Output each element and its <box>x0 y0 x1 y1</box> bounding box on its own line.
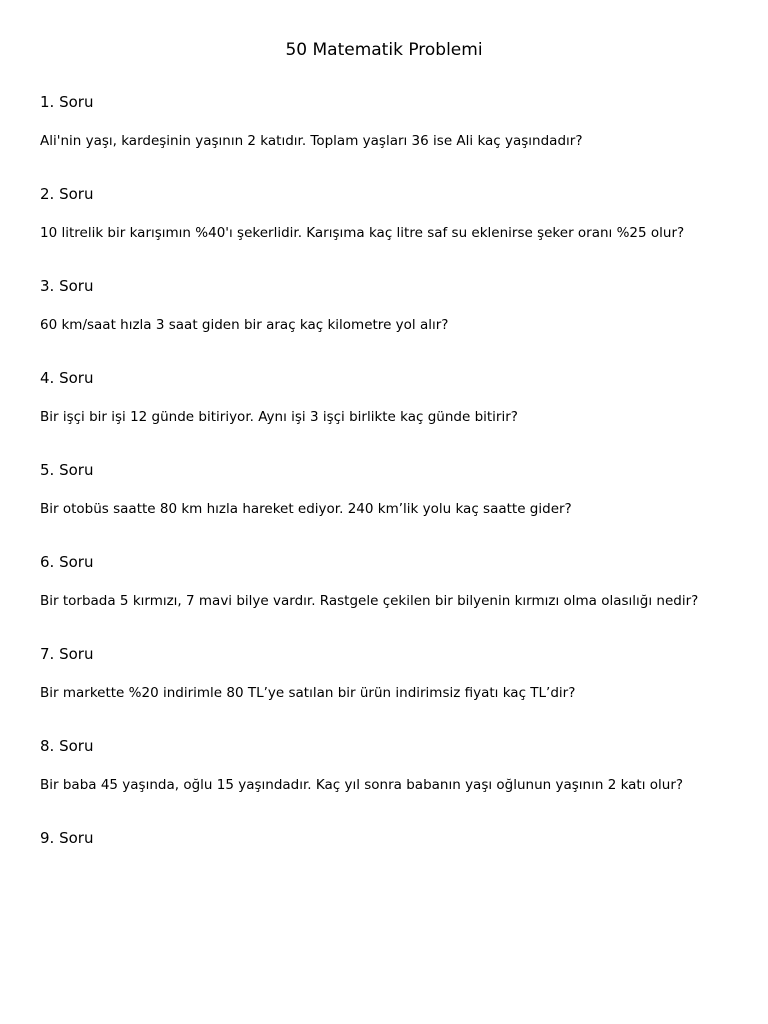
question-heading: 2. Soru <box>40 185 94 203</box>
question-text: Bir otobüs saatte 80 km hızla hareket ediyor. 240 km’lik yolu kaç saatte gider? <box>40 501 572 517</box>
question-list <box>40 92 728 848</box>
question-heading: 3. Soru <box>40 277 94 295</box>
question-heading: 1. Soru <box>40 93 94 111</box>
question-text: Bir markette %20 indirimle 80 TL’ye satılan bir ürün indirimsiz fiyatı kaç TL’dir? <box>40 685 576 701</box>
question-text: Bir işçi bir işi 12 günde bitiriyor. Aynı işi 3 işçi birlikte kaç günde bitirir? <box>40 409 518 425</box>
question-text: 10 litrelik bir karışımın %40'ı şekerlidir. Karışıma kaç litre saf su eklenirse şeker oranı %25 olur? <box>40 225 685 241</box>
question-text: Bir baba 45 yaşında, oğlu 15 yaşındadır. Kaç yıl sonra babanın yaşı oğlunun yaşının 2 katı olur? <box>40 777 684 793</box>
question-item <box>40 184 728 247</box>
question-heading: 8. Soru <box>40 737 94 755</box>
question-item <box>40 736 728 799</box>
question-heading: 9. Soru <box>40 829 94 847</box>
page-title: 50 Matematik Problemi <box>285 40 483 60</box>
question-heading: 5. Soru <box>40 461 94 479</box>
question-item <box>40 828 728 848</box>
question-heading: 6. Soru <box>40 553 94 571</box>
question-heading: 7. Soru <box>40 645 94 663</box>
question-item <box>40 460 728 523</box>
question-text: Bir torbada 5 kırmızı, 7 mavi bilye vardır. Rastgele çekilen bir bilyenin kırmızı olma olasılığı nedir? <box>40 593 699 609</box>
question-item <box>40 368 728 431</box>
question-item <box>40 644 728 707</box>
question-item <box>40 276 728 339</box>
question-text: Ali'nin yaşı, kardeşinin yaşının 2 katıdır. Toplam yaşları 36 ise Ali kaç yaşındadır? <box>40 133 583 149</box>
question-text: 60 km/saat hızla 3 saat giden bir araç kaç kilometre yol alır? <box>40 317 449 333</box>
question-heading: 4. Soru <box>40 369 94 387</box>
question-item <box>40 552 728 615</box>
question-item <box>40 92 728 155</box>
